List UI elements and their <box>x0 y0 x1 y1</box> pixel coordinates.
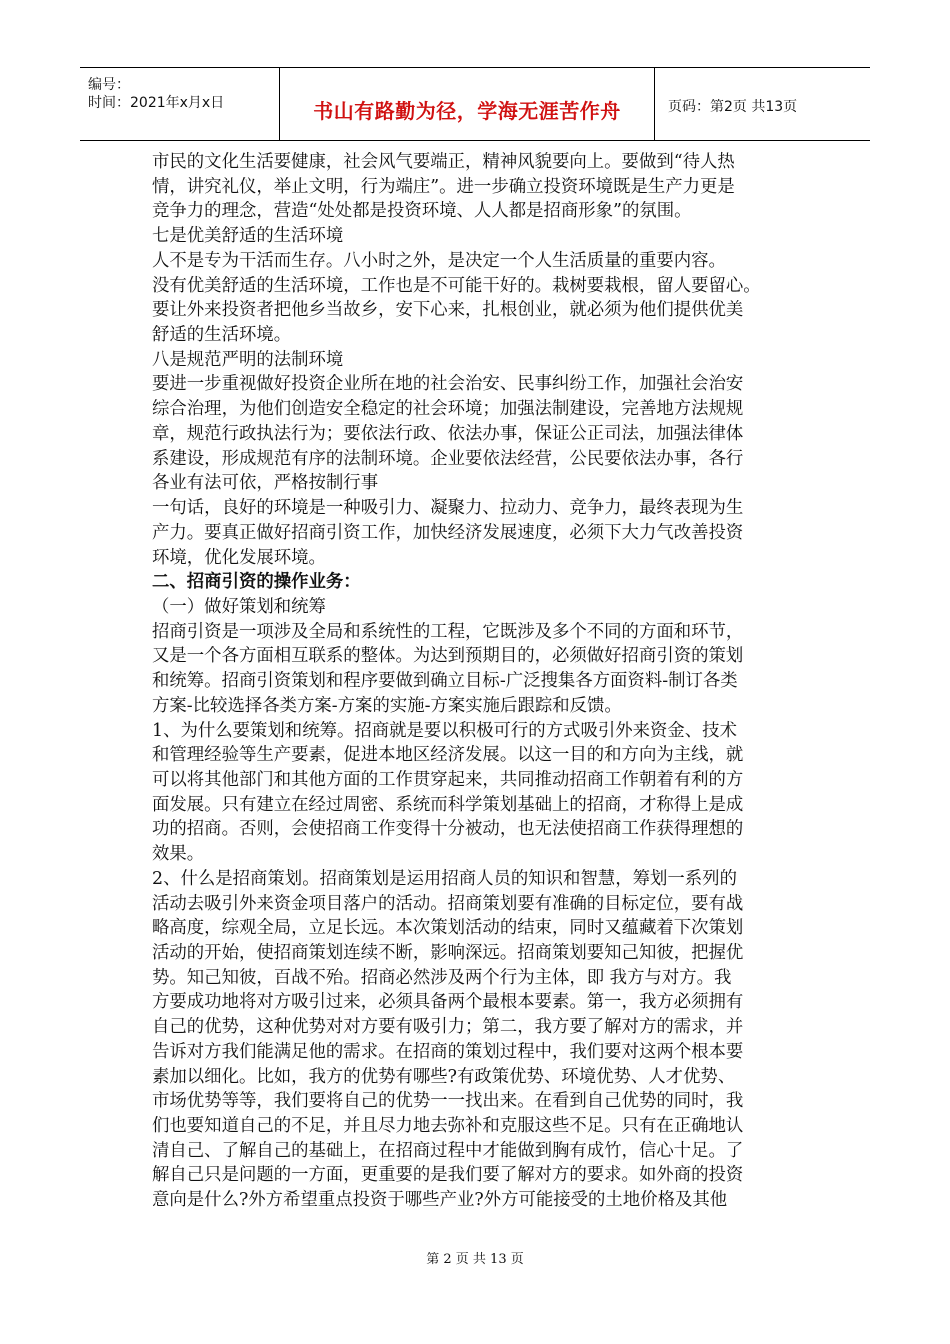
text-line: 又是一个各方面相互联系的整体。为达到预期目的，必须做好招商引资的策划 <box>152 646 744 667</box>
text-line: 2、什么是招商策划。招商策划是运用招商人员的知识和智慧，筹划一系列的 <box>152 868 737 889</box>
text-line: 方要成功地将对方吸引过来，必须具备两个最根本要素。第一，我方必须拥有 <box>152 992 744 1013</box>
text-line: 竞争力的理念，营造“处处都是投资环境、人人都是招商形象”的氛围。 <box>152 201 692 222</box>
page-header <box>80 67 870 141</box>
text-line: 素加以细化。比如，我方的优势有哪些?有政策优势、环境优势、人才优势、 <box>152 1066 736 1087</box>
header-motto-cell <box>280 68 655 140</box>
text-line: 市场优势等等，我们要将自己的优势一一找出来。在看到自己优势的同时，我 <box>152 1091 744 1112</box>
text-line: 章，规范行政执法行为；要依法行政、依法办事，保证公正司法，加强法律体 <box>152 423 744 444</box>
text-line: 效果。 <box>152 844 205 865</box>
text-line: 招商引资是一项涉及全局和系统性的工程，它既涉及多个不同的方面和环节， <box>152 621 744 642</box>
text-line: 一句话，良好的环境是一种吸引力、凝聚力、拉动力、竞争力，最终表现为生 <box>152 498 744 519</box>
text-line: 环境，优化发展环境。 <box>152 547 326 568</box>
text-line: 略高度，综观全局，立足长远。本次策划活动的结束，同时又蕴藏着下次策划 <box>152 918 744 939</box>
text-line: 各业有法可依，严格按制行事 <box>152 473 379 494</box>
text-line: 可以将其他部门和其他方面的工作贯穿起来，共同推动招商工作朝着有利的方 <box>152 769 744 790</box>
document-body <box>152 150 812 1213</box>
text-line: 方案-比较选择各类方案-方案的实施-方案实施后跟踪和反馈。 <box>152 695 622 716</box>
header-page-cell <box>656 68 870 140</box>
text-line: 们也要知道自己的不足，并且尽力地去弥补和克服这些不足。只有在正确地认 <box>152 1116 744 1137</box>
text-line: 市民的文化生活要健康，社会风气要端正，精神风貌要向上。要做到“待人热 <box>152 152 735 172</box>
number-label: 编号： <box>88 77 130 93</box>
page-footer: 第 2 页 共 13 页 <box>426 1252 524 1267</box>
date-label: 时间：2021年x月x日 <box>88 95 225 111</box>
text-line: 要让外来投资者把他乡当故乡，安下心来，扎根创业，就必须为他们提供优美 <box>152 300 744 321</box>
text-line: 和统筹。招商引资策划和程序要做到确立目标-广泛搜集各方面资料-制订各类 <box>152 671 738 692</box>
text-line: 综合治理，为他们创造安全稳定的社会环境；加强法制建设，完善地方法规规 <box>152 399 744 420</box>
text-line: 七是优美舒适的生活环境 <box>152 226 344 247</box>
text-line: 1、为什么要策划和统筹。招商就是要以积极可行的方式吸引外来资金、技术 <box>152 720 737 741</box>
text-line: 人不是专为干活而生存。八小时之外，是决定一个人生活质量的重要内容。 <box>152 250 726 271</box>
text-line: 意向是什么?外方希望重点投资于哪些产业?外方可能接受的土地价格及其他 <box>152 1190 728 1211</box>
text-line: 清自己、了解自己的基础上，在招商过程中才能做到胸有成竹，信心十足。了 <box>152 1140 744 1161</box>
text-line: 产力。要真正做好招商引资工作，加快经济发展速度，必须下大力气改善投资 <box>152 522 744 543</box>
text-line: 功的招商。否则，会使招商工作变得十分被动，也无法使招商工作获得理想的 <box>152 819 744 840</box>
text-line: 八是规范严明的法制环境 <box>152 349 344 370</box>
text-line: 告诉对方我们能满足他的需求。在招商的策划过程中，我们要对这两个根本要 <box>152 1041 744 1062</box>
text-line: 系建设，形成规范有序的法制环境。企业要依法经营，公民要依法办事，各行 <box>152 448 744 469</box>
text-line: 解自己只是问题的一方面，更重要的是我们要了解对方的要求。如外商的投资 <box>152 1165 744 1186</box>
text-line: 活动的开始，使招商策划连续不断，影响深远。招商策划要知己知彼，把握优 <box>152 943 744 963</box>
text-line: 没有优美舒适的生活环境，工作也是不可能干好的。栽树要栽根，留人要留心。 <box>152 275 761 296</box>
text-line: （一）做好策划和统筹 <box>152 596 326 617</box>
text-line: 和管理经验等生产要素，促进本地区经济发展。以这一目的和方向为主线，就 <box>152 745 744 766</box>
text-line: 舒适的生活环境。 <box>152 325 292 346</box>
page-info: 页码：第2页 共13页 <box>668 99 798 115</box>
header-meta-cell <box>80 68 280 140</box>
text-line: 面发展。只有建立在经过周密、系统而科学策划基础上的招商，才称得上是成 <box>152 794 744 815</box>
text-line: 二、招商引资的操作业务： <box>152 572 361 593</box>
text-line: 势。知己知彼，百战不殆。招商必然涉及两个行为主体，即 我方与对方。我 <box>152 967 732 988</box>
motto: 书山有路勤为径，学海无涯苦作舟 <box>313 99 621 123</box>
text-line: 活动去吸引外来资金项目落户的活动。招商策划要有准确的目标定位，要有战 <box>152 893 744 914</box>
text-line: 要进一步重视做好投资企业所在地的社会治安、民事纠纷工作，加强社会治安 <box>152 374 744 395</box>
text-line: 情，讲究礼仪，举止文明，行为端庄”。进一步确立投资环境既是生产力更是 <box>152 176 735 197</box>
text-line: 自己的优势，这种优势对对方要有吸引力；第二，我方要了解对方的需求，并 <box>152 1017 744 1038</box>
